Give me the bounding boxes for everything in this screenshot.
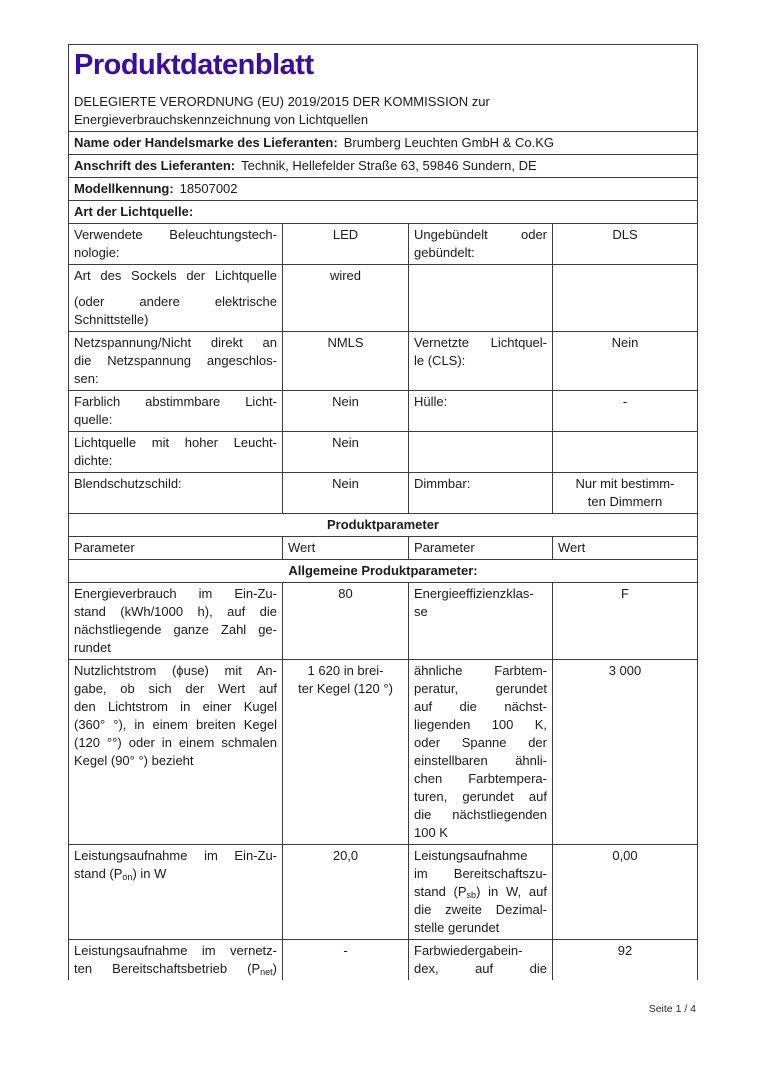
param-cell: ähnliche Farbtem- peratur, gerundet auf die nächst- liegenden 100 K, oder Spanne der einstellbaren ähnli- chen Farbtempera- turen, gerundet auf die nächstliegenden 100 K: [409, 660, 553, 845]
value-cell: Nein: [283, 473, 409, 514]
supplier-address-row: [69, 155, 698, 178]
supplier-address-cell: [69, 155, 698, 178]
param-cell: Leistungsaufnahme im Ein-Zu- stand $(P_{on})$ in W: [69, 845, 283, 940]
table-row: [69, 660, 698, 845]
subsection-title: Allgemeine Produktparameter:: [69, 560, 698, 583]
supplier-address-value: Technik, Hellefelder Straße 63, 59846 Sundern, DE: [241, 158, 537, 173]
param-cell: Verwendete Beleuchtungstech- nologie:: [69, 224, 283, 265]
param-cell: Lichtquelle mit hoher Leucht- dichte:: [69, 432, 283, 473]
model-id-row: [69, 178, 698, 201]
value-cell: DLS: [553, 224, 698, 265]
table-row: [69, 583, 698, 660]
value-cell: 80: [283, 583, 409, 660]
param-cell: Energieverbrauch im Ein-Zu- stand (kWh/1000 h), auf die nächstliegende ganze Zahl ge- rundet: [69, 583, 283, 660]
param-cell: Hülle:: [409, 391, 553, 432]
value-cell: LED: [283, 224, 409, 265]
table-row: [69, 432, 698, 473]
param-cell: Blendschutzschild:: [69, 473, 283, 514]
column-header-row: [69, 537, 698, 560]
product-datasheet-table: [68, 44, 698, 980]
supplier-name-value: Brumberg Leuchten GmbH & Co.KG: [343, 135, 554, 150]
model-id-cell: [69, 178, 698, 201]
param-cell: [409, 432, 553, 473]
value-cell: 3 000: [553, 660, 698, 845]
param-cell: [409, 265, 553, 332]
column-header: Parameter: [69, 537, 283, 560]
supplier-name-row: [69, 132, 698, 155]
light-source-type-row: [69, 201, 698, 224]
supplier-name-label: Name oder Handelsmarke des Lieferanten:: [74, 135, 338, 150]
param-cell: Ungebündelt oder gebündelt:: [409, 224, 553, 265]
value-cell: 1 620 in brei- ter Kegel (120 °): [283, 660, 409, 845]
table-row: [69, 391, 698, 432]
param-cell: Farblich abstimmbare Licht- quelle:: [69, 391, 283, 432]
param-cell: Energieeffizienzklas- se: [409, 583, 553, 660]
value-cell: Nein: [553, 332, 698, 391]
value-cell: 20,0: [283, 845, 409, 940]
param-cell: Dimmbar:: [409, 473, 553, 514]
value-cell: -: [283, 940, 409, 981]
light-source-type-label: Art der Lichtquelle:: [74, 204, 194, 219]
column-header: Wert: [283, 537, 409, 560]
value-cell: Nur mit bestimm- ten Dimmern: [553, 473, 698, 514]
page-title: Produktdatenblatt: [74, 49, 314, 81]
table-row: [69, 265, 698, 332]
regulation-subtitle: DELEGIERTE VERORDNUNG (EU) 2019/2015 DER KOMMISSION zur Energieverbrauchskennzeichnung von Lichtquellen: [74, 94, 490, 127]
value-cell: Nein: [283, 432, 409, 473]
table-row: [69, 332, 698, 391]
param-cell: Nutzlichtstrom (ϕuse) mit An- gabe, ob sich der Wert auf den Lichtstrom in einer Kugel (360° °), in einem breiten Kegel (120 °°) oder in einem schmalen Kegel (90° °) bezieht: [69, 660, 283, 845]
value-cell: 92: [553, 940, 698, 981]
title-row: [69, 45, 698, 132]
table-row: [69, 845, 698, 940]
table-row-clipped: [69, 940, 698, 981]
column-header: Parameter: [409, 537, 553, 560]
param-cell: Farbwiedergabein- dex, auf die: [409, 940, 553, 981]
value-cell: 0,00: [553, 845, 698, 940]
section-header-row: [69, 514, 698, 537]
param-cell: Leistungsaufnahme im Bereitschaftszu- stand $(P_{sb})$ in W, auf die zweite Dezimal- stelle gerundet: [409, 845, 553, 940]
value-cell: -: [553, 391, 698, 432]
supplier-address-label: Anschrift des Lieferanten:: [74, 158, 236, 173]
value-cell: wired: [283, 265, 409, 332]
value-cell: [553, 432, 698, 473]
param-cell: Leistungsaufnahme im vernetz- ten Bereitschaftsbetrieb $(P_{net})$: [69, 940, 283, 981]
param-cell: Vernetzte Lichtquel- le (CLS):: [409, 332, 553, 391]
value-cell: [553, 265, 698, 332]
param-cell: Netzspannung/Nicht direkt an die Netzspannung angeschlos- sen:: [69, 332, 283, 391]
value-cell: NMLS: [283, 332, 409, 391]
model-id-label: Modellkennung:: [74, 181, 174, 196]
subsection-header-row: [69, 560, 698, 583]
model-id-value: 18507002: [179, 181, 238, 196]
supplier-name-cell: [69, 132, 698, 155]
table-row: [69, 224, 698, 265]
section-title: Produktparameter: [69, 514, 698, 537]
table-row: [69, 473, 698, 514]
title-cell: [69, 45, 698, 132]
page-number: Seite 1 / 4: [648, 1003, 696, 1015]
param-cell: Art des Sockels der Lichtquelle (oder andere elektrische Schnittstelle): [69, 265, 283, 332]
value-cell: F: [553, 583, 698, 660]
column-header: Wert: [553, 537, 698, 560]
value-cell: Nein: [283, 391, 409, 432]
light-source-type-cell: [69, 201, 698, 224]
